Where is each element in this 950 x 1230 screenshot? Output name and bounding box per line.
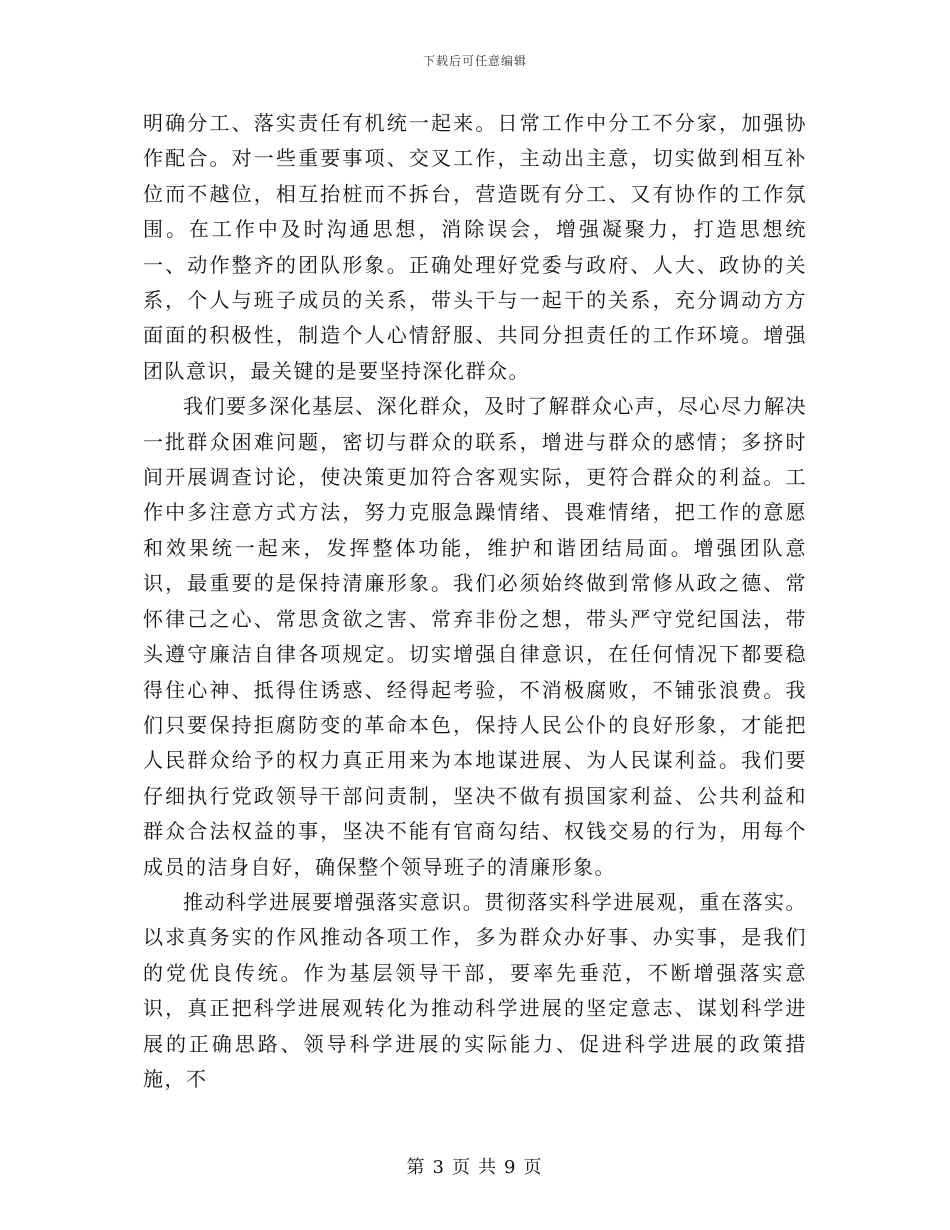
footer-suffix: 页 (523, 1157, 544, 1178)
paragraph-2: 我们要多深化基层、深化群众，及时了解群众心声，尽心尽力解决一批群众困难问题，密切与群众的联系，增进与群众的感情；多挤时间开展调查讨论，使决策更加符合客观实际，更符合群众的利益。工作中多注意方式方法，努力克服急躁情绪、畏难情绪，把工作的意愿和效果统一起来，发挥整体功能，维护和谐团结局面。增强团队意识，最重要的是保持清廉形象。我们必须始终做到常修从政之德、常怀律己之心、常思贪欲之害、常弃非份之想，带头严守党纪国法，带头遵守廉洁自律各项规定。切实增强自律意识，在任何情况下都要稳得住心神、抵得住诱惑、经得起考验，不消极腐败，不铺张浪费。我们只要保持拒腐防变的革命本色，保持人民公仆的良好形象，才能把人民群众给予的权力真正用来为本地谋进展、为人民谋利益。我们要仔细执行党政领导干部问责制，坚决不做有损国家利益、公共利益和群众合法权益的事，坚决不能有官商勾结、权钱交易的行为，用每个成员的洁身自好，确保整个领导班子的清廉形象。 (143, 394, 807, 879)
page-footer (0, 1153, 950, 1179)
footer-page-word: 页 (452, 1157, 472, 1178)
footer-total-word: 共 (478, 1157, 498, 1178)
paragraph-1: 明确分工、落实责任有机统一起来。日常工作中分工不分家，加强协作配合。对一些重要事项、交叉工作，主动出主意，切实做到相互补位而不越位，相互抬桩而不拆台，营造既有分工、又有协作的工作氛围。在工作中及时沟通思想，消除误会，增强凝聚力，打造思想统一、动作整齐的团队形象。正确处理好党委与政府、人大、政协的关系，个人与班子成员的关系，带头干与一起干的关系，充分调动方方面面的积极性，制造个人心情舒服、共同分担责任的工作环境。增强团队意识，最关键的是要坚持深化群众。 (143, 111, 807, 383)
current-page-number: 3 (432, 1157, 446, 1178)
paragraph-3: 推动科学进展要增强落实意识。贯彻落实科学进展观，重在落实。以求真务实的作风推动各项工作，多为群众办好事、办实事，是我们的党优良传统。作为基层领导干部，要率先垂范，不断增强落实意识，真正把科学进展观转化为推动科学进展的坚定意志、谋划科学进展的正确思路、领导科学进展的实际能力、促进科学进展的政策措施，不 (143, 889, 807, 1091)
total-page-number: 9 (504, 1157, 518, 1178)
page-header: 下载后可任意编辑 (422, 54, 527, 68)
document-body (143, 106, 807, 1097)
footer-prefix: 第 (406, 1157, 427, 1178)
